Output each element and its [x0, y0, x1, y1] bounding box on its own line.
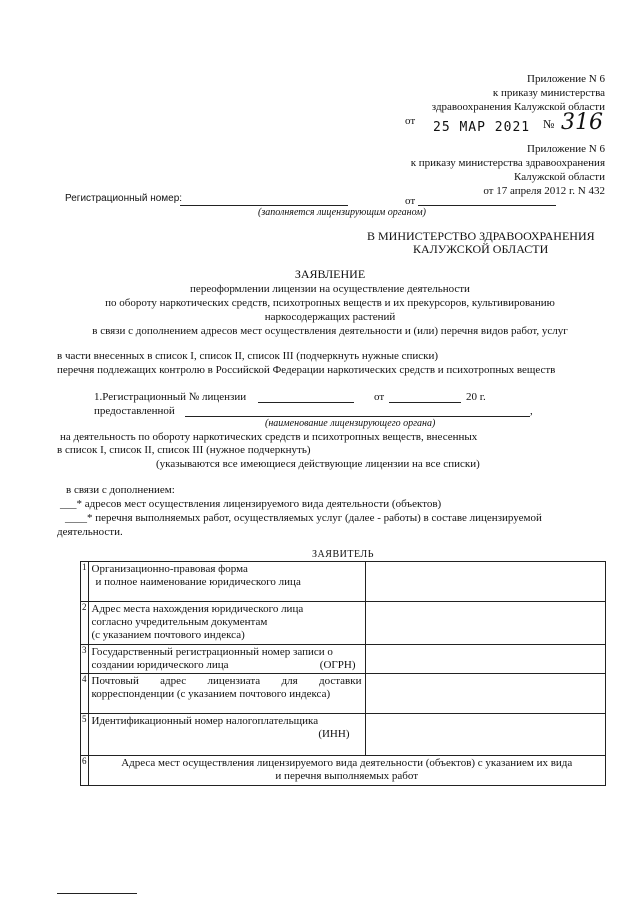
row-label-line: Идентификационный номер налогоплательщика — [91, 714, 319, 727]
row-label-line: создании юридического лица — [91, 658, 229, 671]
row-label — [88, 562, 365, 602]
registration-number-field[interactable] — [180, 205, 348, 206]
registration-label: Регистрационный номер: — [65, 193, 183, 204]
appendix-title: Приложение N 6 — [527, 73, 605, 85]
title-line1: переоформлении лицензии на осуществление деятельности — [190, 283, 470, 295]
activity-line3: (указываются все имеющиеся действующие лицензии на все списки) — [156, 458, 480, 470]
legal-address-value[interactable] — [365, 602, 606, 645]
row-label-line: Адреса мест осуществления лицензируемого вида деятельности (объектов) с указанием их вида — [121, 756, 573, 769]
lists-line1: в части внесенных в список I, список II, список III (подчеркнуть нужные списки) — [57, 350, 439, 362]
registration-from-label: от — [405, 195, 416, 207]
date-from-label: от — [405, 115, 416, 127]
supplement-item1: ___* адресов мест осуществления лицензируемого вида деятельности (объектов) — [60, 498, 442, 510]
license-reg-label: 1.Регистрационный № лицензии — [94, 391, 247, 403]
row-label — [88, 673, 365, 713]
supplement-item2: ____* перечня выполняемых работ, осуществляемых услуг (далее - работы) в составе лицензируемой — [65, 512, 542, 524]
row-label-line: и полное наименование юридического лица — [95, 576, 301, 589]
row-number: 3 — [81, 644, 89, 673]
license-comma: , — [530, 405, 533, 417]
appendix-order: к приказу министерства — [492, 87, 605, 99]
row-label-line: корреспонденции (с указанием почтового индекса) — [91, 688, 331, 701]
applicant-table — [80, 561, 606, 786]
table-row — [81, 755, 606, 785]
addressee-line2: КАЛУЖСКОЙ ОБЛАСТИ — [413, 242, 549, 256]
row-label — [88, 713, 365, 755]
row-label-line: Почтовый адрес лицензиата для доставки — [91, 674, 362, 687]
postal-address-value[interactable] — [365, 673, 606, 713]
inn-value[interactable] — [365, 713, 606, 755]
row-label-line: Адрес места нахождения юридического лица — [91, 603, 304, 615]
org-name-value[interactable] — [365, 562, 606, 602]
license-org-field[interactable] — [185, 416, 530, 417]
title-line3: наркосодержащих растений — [264, 311, 396, 323]
appendix-date-2: от 17 апреля 2012 г. N 432 — [483, 185, 605, 197]
applicant-heading: ЗАЯВИТЕЛЬ — [312, 549, 374, 560]
license-org-note: (наименование лицензирующего органа) — [265, 418, 436, 429]
lists-line2: перечня подлежащих контролю в Российской Федерации наркотических средств и психотропных веществ — [57, 364, 556, 376]
appendix-title-2: Приложение N 6 — [527, 143, 605, 155]
activity-line2: в список I, список II, список III (нужное подчеркнуть) — [57, 444, 311, 456]
license-number-field[interactable] — [258, 402, 354, 403]
supplement-item2-end: деятельности. — [57, 526, 123, 538]
row-number: 5 — [81, 713, 89, 755]
table-row — [81, 644, 606, 673]
handwritten-number: 316 — [561, 110, 603, 135]
table-row — [81, 602, 606, 645]
row-number: 2 — [81, 602, 89, 645]
row-label-line: согласно учредительным документам — [91, 616, 268, 629]
row-number: 1 — [81, 562, 89, 602]
row-label — [88, 644, 365, 673]
registration-note: (заполняется лицензирующим органом) — [258, 207, 426, 218]
row-number: 6 — [81, 755, 89, 785]
title-line2: по обороту наркотических средств, психотропных веществ и их прекурсоров, культивированию — [105, 297, 555, 309]
appendix-order-2: к приказу министерства здравоохранения — [410, 157, 605, 169]
date-stamp: 25 МАР 2021 — [433, 120, 531, 135]
license-from-label: от — [374, 391, 385, 403]
number-label: № — [543, 117, 555, 131]
appendix-ministry: здравоохранения Калужской области — [431, 101, 605, 113]
table-row — [81, 562, 606, 602]
license-provided-label: предоставленной — [94, 405, 175, 417]
title-line4: в связи с дополнением адресов мест осуществления деятельности и (или) перечня видов работ, услуг — [92, 325, 568, 337]
row-label-line: (ИНН) — [318, 728, 350, 741]
row-label — [88, 755, 606, 785]
supplement-label: в связи с дополнением: — [66, 484, 175, 496]
addressee-line1: В МИНИСТЕРСТВО ЗДРАВООХРАНЕНИЯ — [367, 229, 595, 243]
row-number: 4 — [81, 673, 89, 713]
row-label — [88, 602, 365, 645]
row-label-line: Организационно-правовая форма — [91, 563, 248, 575]
document-heading: ЗАЯВЛЕНИЕ — [294, 267, 366, 281]
registration-date-field[interactable] — [418, 205, 556, 206]
ogrn-value[interactable] — [365, 644, 606, 673]
footnote-separator — [57, 893, 137, 894]
row-label-line: Государственный регистрационный номер записи о — [91, 645, 333, 658]
table-row — [81, 673, 606, 713]
row-label-line: (с указанием почтового индекса) — [91, 629, 245, 642]
activity-line1: на деятельность по обороту наркотических средств и психотропных веществ, внесенных — [60, 431, 478, 443]
table-row — [81, 713, 606, 755]
row-label-line: и перечня выполняемых работ — [275, 770, 419, 783]
license-date-field[interactable] — [389, 402, 461, 403]
row-label-line: (ОГРН) — [319, 658, 356, 671]
appendix-region-2: Калужской области — [514, 171, 605, 183]
license-year-label: 20 г. — [466, 391, 486, 403]
